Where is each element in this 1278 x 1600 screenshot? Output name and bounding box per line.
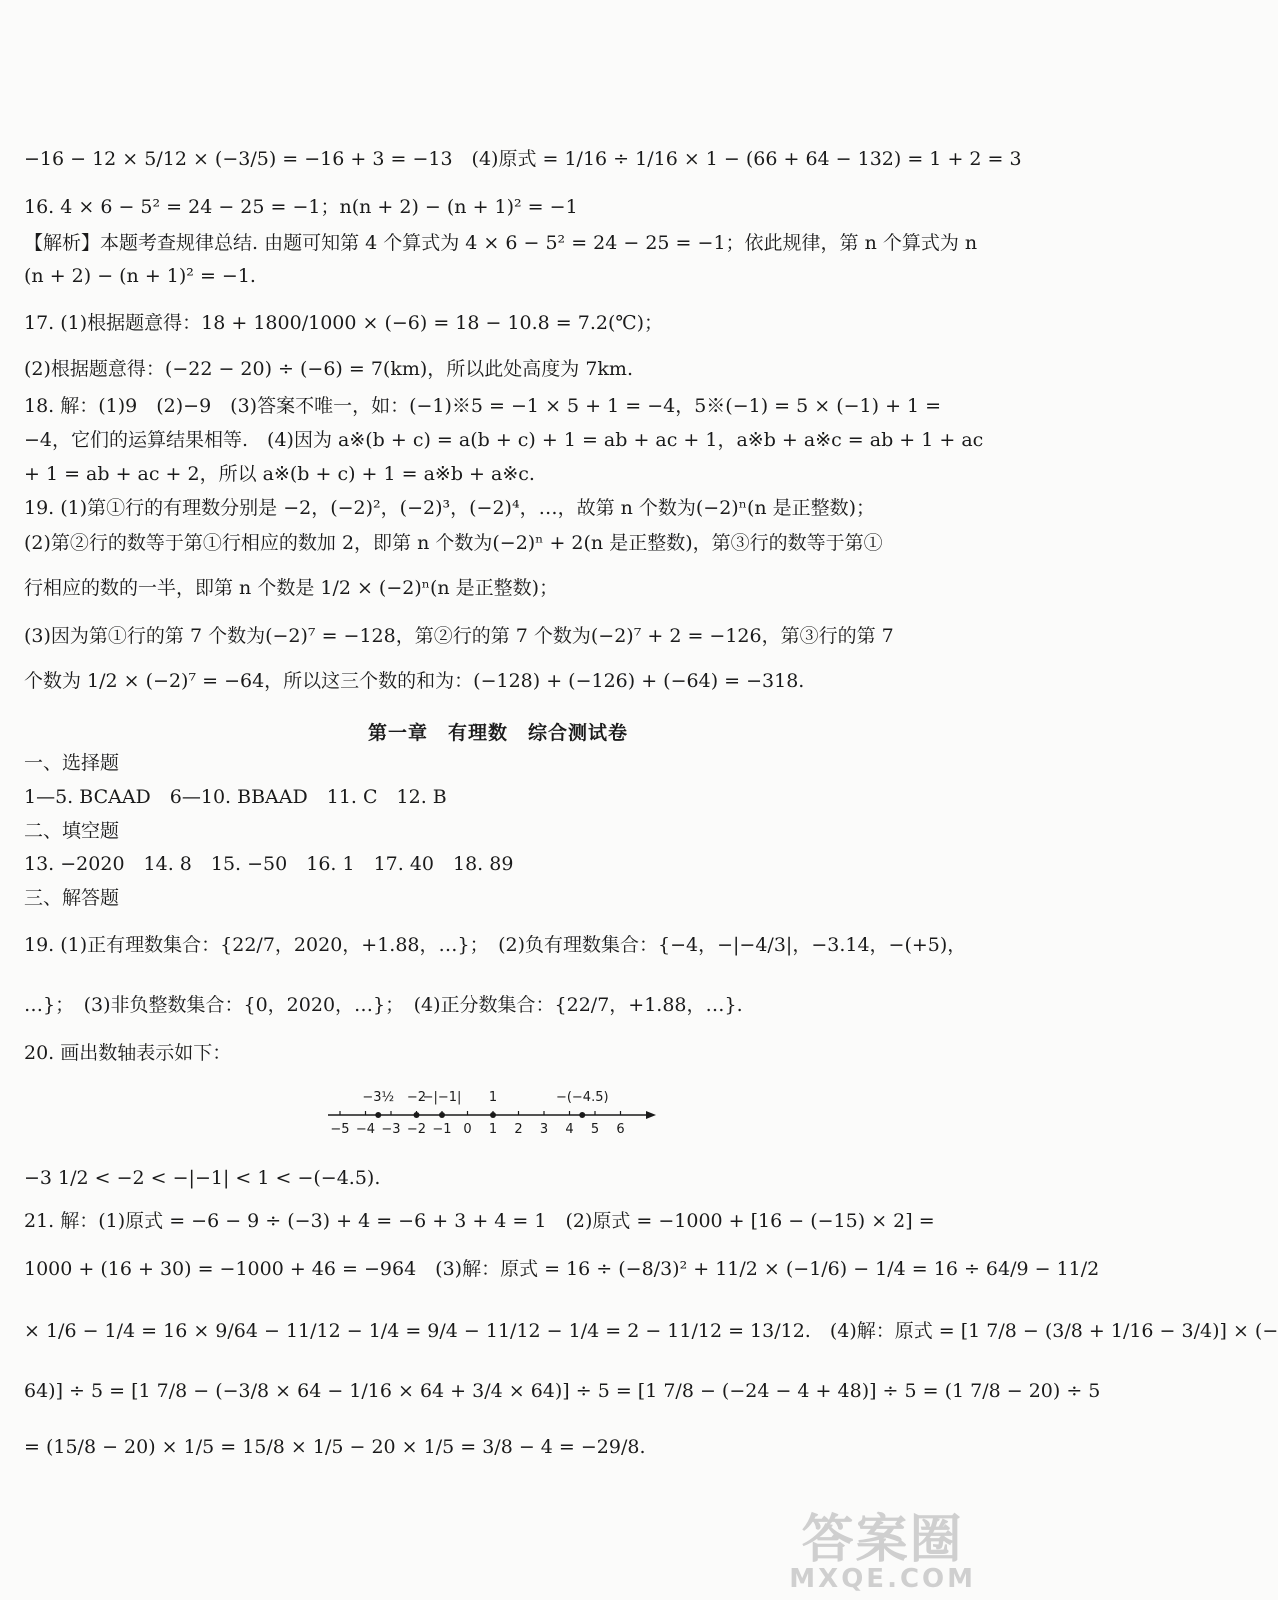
- text-line: 行相应的数的一半，即第 n 个数是 1/2 × (−2)ⁿ(n 是正整数)；: [24, 577, 559, 599]
- number-line-tick-label: 6: [616, 1122, 625, 1137]
- text-line: (3)因为第①行的第 7 个数为(−2)⁷ = −128，第②行的第 7 个数为(−2)⁷ + 2 = −126，第③行的第 7: [24, 625, 894, 647]
- number-line-arrow: [646, 1111, 656, 1119]
- text-line: …}； (3)非负整数集合：{0，2020，…}； (4)正分数集合：{22/7，+1.88，…}.: [24, 994, 743, 1016]
- text-line: 个数为 1/2 × (−2)⁷ = −64，所以这三个数的和为：(−128) + (−126) + (−64) = −318.: [24, 670, 805, 692]
- text-line: 18. 解：(1)9 (2)−9 (3)答案不唯一，如：(−1)※5 = −1 × 5 + 1 = −4，5※(−1) = 5 × (−1) + 1 =: [24, 395, 942, 417]
- number-line-point-label: 1: [488, 1090, 498, 1105]
- number-line-tick-label: 2: [514, 1122, 523, 1137]
- text-line: 16. 4 × 6 − 5² = 24 − 25 = −1；n(n + 2) − (n + 1)² = −1: [24, 196, 578, 218]
- text-line: 13. −2020 14. 8 15. −50 16. 1 17. 40 18. 89: [24, 853, 514, 875]
- text-line: 17. (1)根据题意得：18 + 1800/1000 × (−6) = 18 − 10.8 = 7.2(℃)；: [24, 312, 664, 334]
- number-line-point: [414, 1112, 420, 1118]
- section-heading: 一、选择题: [24, 752, 120, 774]
- number-line-tick-label: 1: [488, 1122, 498, 1137]
- watermark-main: 答案圈: [801, 1510, 964, 1570]
- number-line-tick-label: −2: [406, 1122, 427, 1137]
- text-line: 19. (1)正有理数集合：{22/7，2020，+1.88，…}； (2)负有理数集合：{−4，−|−4/3|，−3.14，−(+5)，: [24, 934, 967, 956]
- number-line-tick-label: 0: [463, 1122, 472, 1137]
- number-line-point: [375, 1112, 381, 1118]
- text-line: 64)] ÷ 5 = [1 7/8 − (−3/8 × 64 − 1/16 × 64 + 3/4 × 64)] ÷ 5 = [1 7/8 − (−24 − 4 + 48)] ÷ 5 = (1 7/8 − 20) ÷ 5: [24, 1380, 1101, 1402]
- text-line: −4，它们的运算结果相等. (4)因为 a※(b + c) = a(b + c) + 1 = ab + ac + 1，a※b + a※c = ab + 1 + ac: [24, 429, 984, 451]
- text-line: (n + 2) − (n + 1)² = −1.: [24, 265, 256, 287]
- text-line: −16 − 12 × 5/12 × (−3/5) = −16 + 3 = −13 (4)原式 = 1/16 ÷ 1/16 × 1 − (66 + 64 − 132) = 1 + 2 = 3: [24, 148, 1022, 170]
- number-line-tick-label: −5: [330, 1122, 350, 1137]
- number-line-tick-label: −3: [381, 1122, 401, 1137]
- number-line: [320, 1085, 660, 1165]
- text-line: = (15/8 − 20) × 1/5 = 15/8 × 1/5 − 20 × 1/5 = 3/8 − 4 = −29/8.: [24, 1436, 646, 1458]
- number-line-point: [579, 1112, 585, 1118]
- text-line: 【解析】本题考查规律总结. 由题可知第 4 个算式为 4 × 6 − 5² = 24 − 25 = −1；依此规律，第 n 个算式为 n: [24, 232, 978, 254]
- text-line: 1000 + (16 + 30) = −1000 + 46 = −964 (3)解：原式 = 16 ÷ (−8/3)² + 11/2 × (−1/6) − 1/4 = 16 ÷ 64/9 − 11/2: [24, 1258, 1100, 1280]
- text-line: × 1/6 − 1/4 = 16 × 9/64 − 11/12 − 1/4 = 9/4 − 11/12 − 1/4 = 2 − 11/12 = 13/12. (4)解：原式 = [1 7/8 − (3/8 + 1/16 − 3/4)] × (−: [24, 1320, 1278, 1342]
- section-heading: 三、解答题: [24, 887, 120, 909]
- section-title: 第一章 有理数 综合测试卷: [367, 722, 628, 744]
- text-line: + 1 = ab + ac + 2，所以 a※(b + c) + 1 = a※b + a※c.: [24, 463, 535, 485]
- text-line: 1—5. BCAAD 6—10. BBAAD 11. C 12. B: [24, 786, 447, 808]
- watermark-url: MXQE.COM: [789, 1564, 976, 1594]
- section-heading: 二、填空题: [24, 820, 120, 842]
- text-line: 21. 解：(1)原式 = −6 − 9 ÷ (−3) + 4 = −6 + 3 + 4 = 1 (2)原式 = −1000 + [16 − (−15) × 2] =: [24, 1210, 935, 1232]
- number-line-point-label: −3½: [362, 1090, 395, 1105]
- number-line-tick-label: −4: [355, 1122, 376, 1137]
- watermark: [789, 1510, 976, 1594]
- text-line: (2)根据题意得：(−22 − 20) ÷ (−6) = 7(km)，所以此处高度为 7km.: [24, 358, 633, 380]
- text-line: (2)第②行的数等于第①行相应的数加 2，即第 n 个数为(−2)ⁿ + 2(n 是正整数)，第③行的数等于第①: [24, 532, 883, 554]
- number-line-figure: [320, 1085, 660, 1165]
- number-line-tick-label: 5: [590, 1122, 600, 1137]
- text-line: 20. 画出数轴表示如下：: [24, 1042, 232, 1064]
- number-line-point: [490, 1112, 496, 1118]
- number-line-tick-label: 3: [539, 1122, 549, 1137]
- number-line-point-label: −2: [406, 1090, 427, 1105]
- number-line-tick-label: −1: [432, 1122, 452, 1137]
- number-line-point: [439, 1112, 445, 1118]
- text-line: −3 1/2 < −2 < −|−1| < 1 < −(−4.5).: [24, 1167, 381, 1189]
- number-line-point-label: −|−1|: [422, 1090, 462, 1105]
- number-line-point-label: −(−4.5): [555, 1090, 609, 1105]
- text-line: 19. (1)第①行的有理数分别是 −2，(−2)²，(−2)³，(−2)⁴，…，故第 n 个数为(−2)ⁿ(n 是正整数)；: [24, 497, 876, 519]
- number-line-tick-label: 4: [565, 1122, 574, 1137]
